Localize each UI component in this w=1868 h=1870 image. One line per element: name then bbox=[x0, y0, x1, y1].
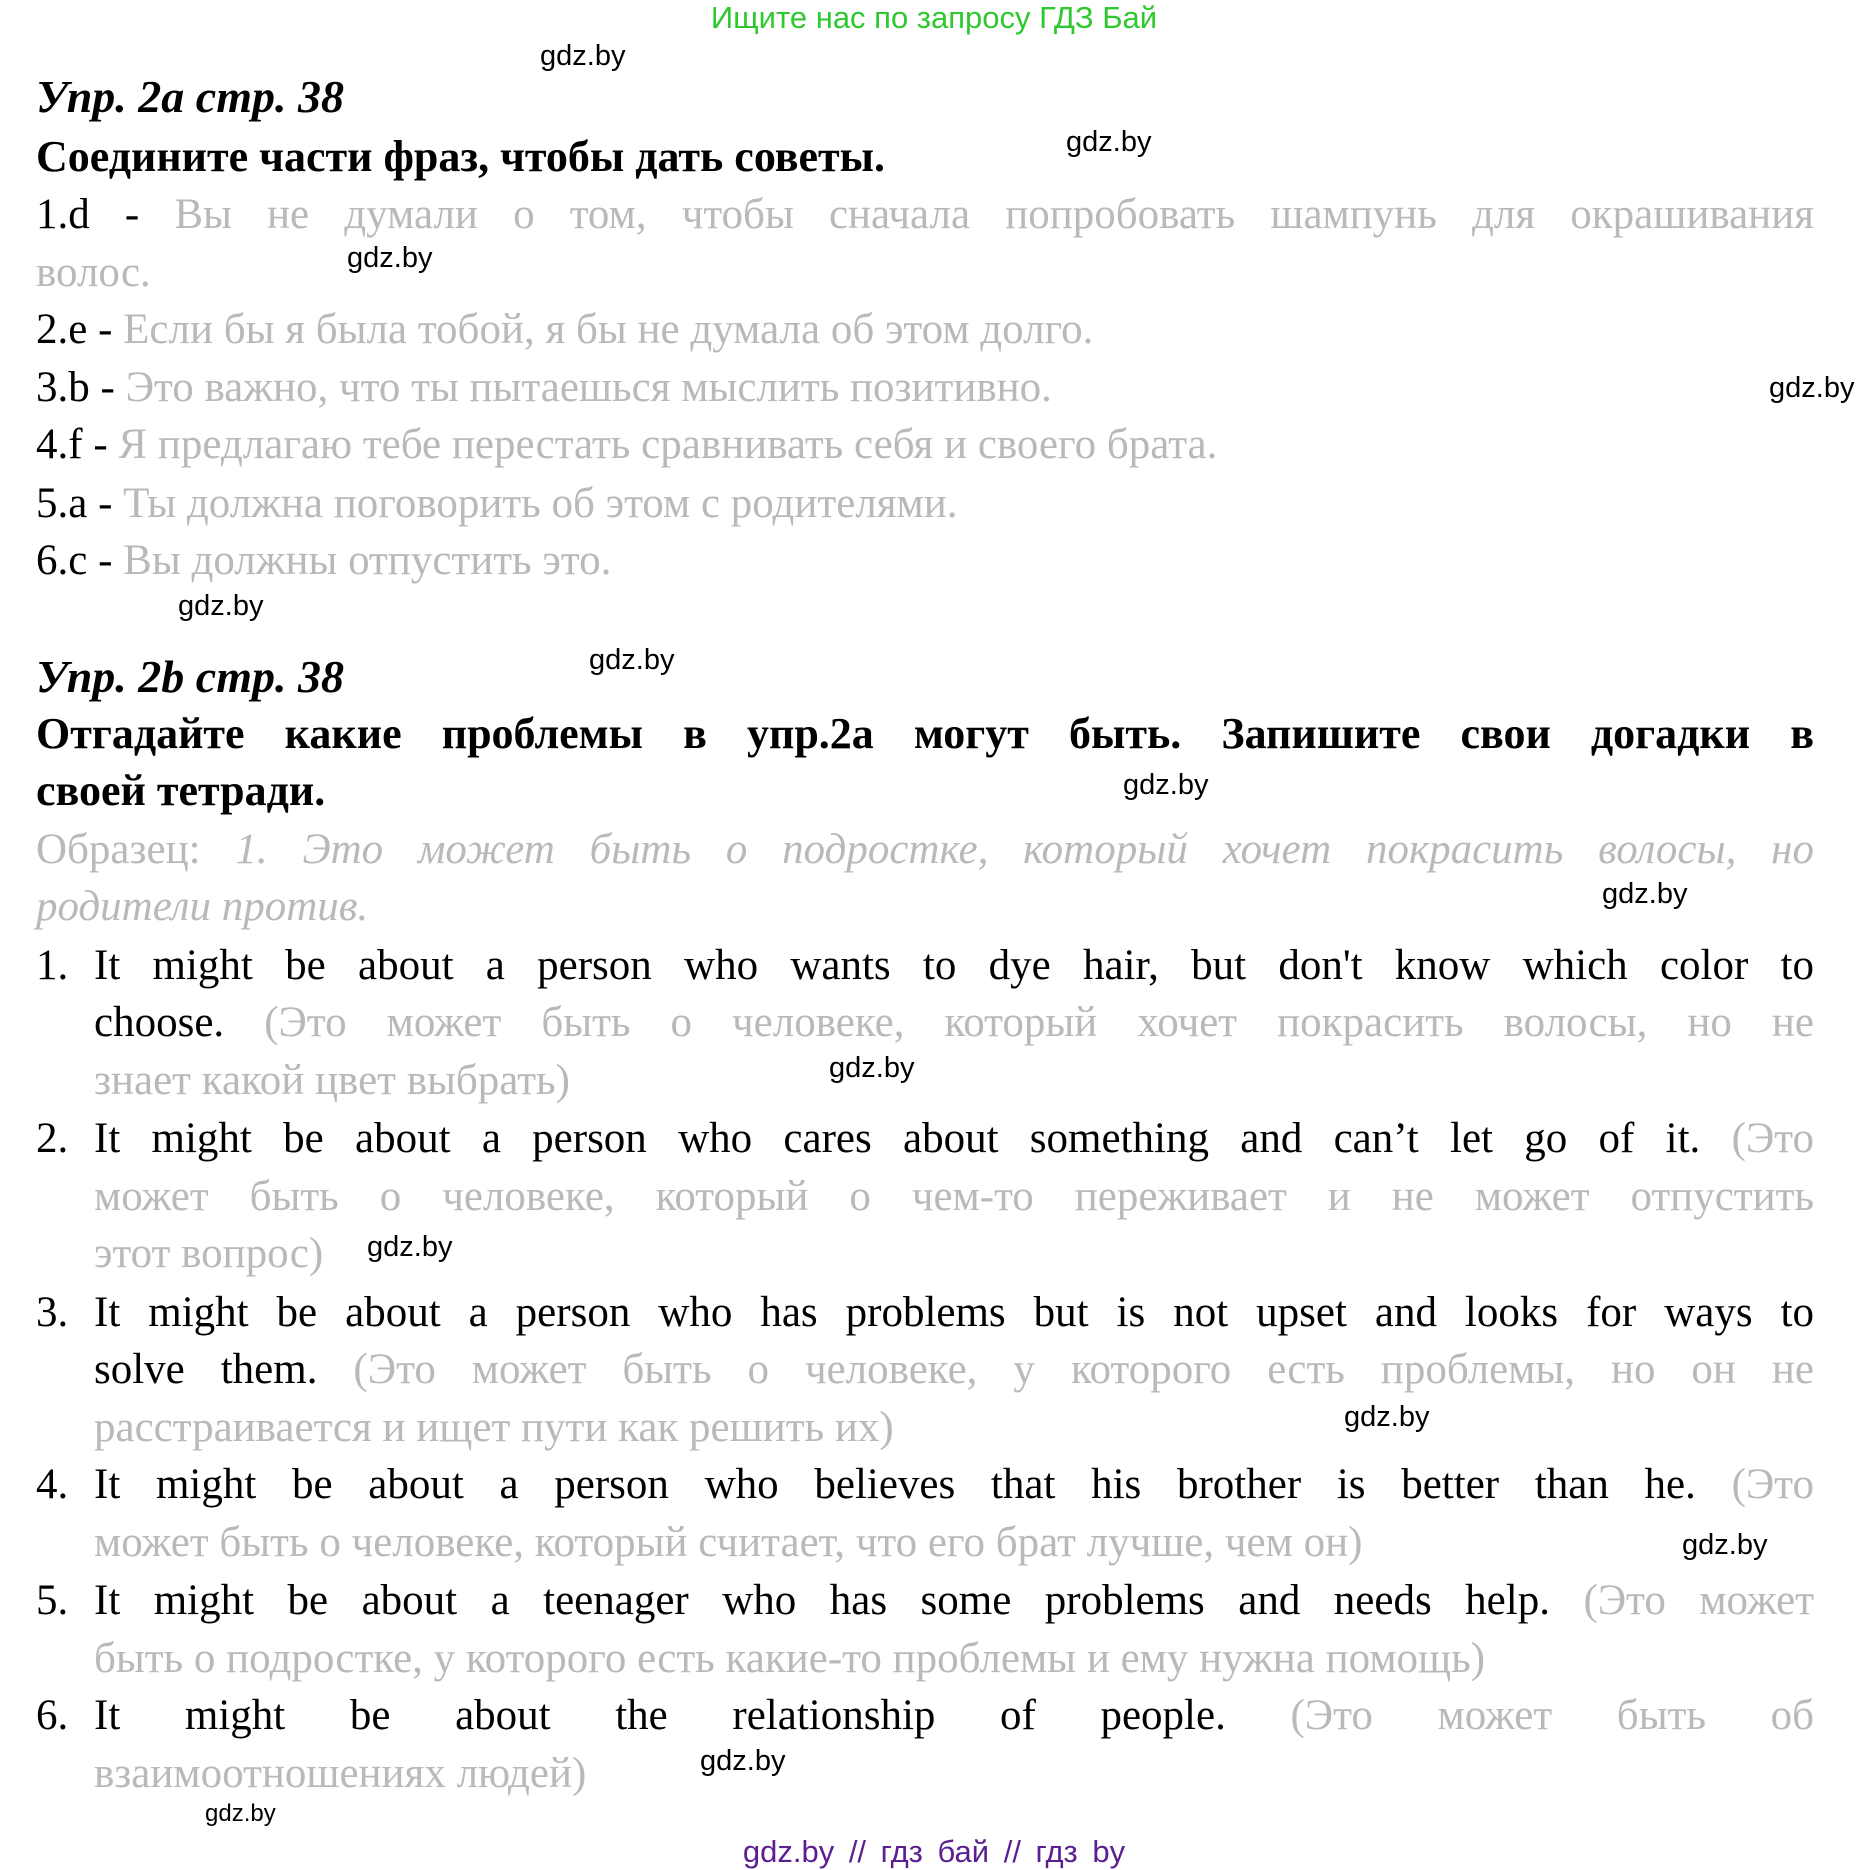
item-number: 6. bbox=[36, 1692, 69, 1739]
item-line bbox=[94, 1345, 1814, 1395]
answer-text: Если бы я была тобой, я бы не думала об этом долго. bbox=[123, 306, 1094, 353]
item-line bbox=[94, 1172, 1814, 1222]
russian-translation: знает какой цвет выбрать) bbox=[94, 1057, 570, 1104]
russian-translation: может быть о человеке, который считает, что его брат лучше, чем он) bbox=[94, 1519, 1363, 1566]
watermark: gdz.by bbox=[589, 644, 675, 676]
sample-line: родители против. bbox=[36, 883, 369, 930]
item-line bbox=[94, 998, 1814, 1048]
item-line bbox=[94, 1749, 586, 1799]
item-number: 3. bbox=[36, 1289, 69, 1336]
exercise-2b-instruction-line: своей тетради. bbox=[36, 766, 326, 815]
exercise-2a-instruction: Соедините части фраз, чтобы дать советы. bbox=[36, 132, 885, 181]
watermark: gdz.by bbox=[1344, 1401, 1430, 1433]
answer-key: 6.c - bbox=[36, 537, 124, 584]
english-answer: It might be about a person who wants to dye hair, but don't know which color to bbox=[94, 942, 1814, 989]
exercise-2b-instruction-line: Отгадайте какие проблемы в упр.2а могут быть. Запишите свои догадки в bbox=[36, 709, 1814, 758]
watermark: gdz.by bbox=[1123, 769, 1209, 801]
english-answer: It might be about a person who believes that his brother is better than he. bbox=[94, 1461, 1732, 1508]
russian-translation: (Это может быть об bbox=[1290, 1692, 1814, 1739]
watermark: gdz.by bbox=[367, 1231, 453, 1263]
english-answer: It might be about a teenager who has some problems and needs help. bbox=[94, 1577, 1584, 1624]
watermark: gdz.by bbox=[205, 1800, 276, 1827]
watermark: gdz.by bbox=[178, 590, 264, 622]
item-number: 4. bbox=[36, 1461, 69, 1508]
answer-text: Ты должна поговорить об этом с родителями. bbox=[123, 480, 958, 527]
answer-key: 1.d - bbox=[36, 191, 175, 238]
item-line bbox=[94, 1576, 1814, 1626]
answer-line bbox=[36, 363, 1814, 413]
item-line bbox=[94, 1691, 1814, 1741]
answer-text: Это важно, что ты пытаешься мыслить позитивно. bbox=[125, 364, 1052, 411]
item-line bbox=[94, 941, 1814, 991]
exercise-2a-heading: Упр. 2а стр. 38 bbox=[36, 71, 345, 122]
english-answer: solve them. bbox=[94, 1346, 354, 1393]
watermark: gdz.by bbox=[1682, 1529, 1768, 1561]
search-banner: Ищите нас по запросу ГДЗ Бай bbox=[710, 0, 1158, 35]
russian-translation: (Это может bbox=[1583, 1577, 1814, 1624]
russian-translation: (Это bbox=[1731, 1115, 1814, 1162]
answer-text: Я предлагаю тебе перестать сравнивать себя и своего брата. bbox=[118, 421, 1218, 468]
item-line bbox=[94, 1114, 1814, 1164]
answer-line bbox=[36, 420, 1814, 470]
watermark: gdz.by bbox=[540, 40, 626, 72]
item-number: 5. bbox=[36, 1577, 69, 1624]
exercise-2b-heading: Упр. 2b стр. 38 bbox=[36, 651, 345, 702]
answer-key: 3.b - bbox=[36, 364, 126, 411]
answer-text: Вы не думали о том, чтобы сначала попробовать шампунь для окрашивания bbox=[174, 191, 1814, 238]
item-line bbox=[94, 1634, 1485, 1684]
answer-line bbox=[36, 190, 1814, 240]
sample-text: 1. Это может быть о подростке, который хочет покрасить волосы, но bbox=[235, 826, 1814, 873]
russian-translation: (Это может быть о человеке, который хочет покрасить волосы, но не bbox=[264, 999, 1814, 1046]
answer-line bbox=[36, 536, 1814, 586]
answer-key: 2.e - bbox=[36, 306, 124, 353]
english-answer: choose. bbox=[94, 999, 265, 1046]
watermark: gdz.by bbox=[700, 1745, 786, 1777]
item-line bbox=[94, 1056, 570, 1106]
footer-links: gdz.by // гдз бай // гдз by bbox=[742, 1834, 1126, 1869]
watermark: gdz.by bbox=[829, 1052, 915, 1084]
answer-continuation: волос. bbox=[36, 249, 151, 296]
item-line bbox=[94, 1518, 1362, 1568]
russian-translation: взаимоотношениях людей) bbox=[94, 1750, 587, 1797]
watermark: gdz.by bbox=[1602, 878, 1688, 910]
watermark: gdz.by bbox=[1769, 372, 1855, 404]
russian-translation: (Это bbox=[1731, 1461, 1814, 1508]
answer-key: 5.a - bbox=[36, 480, 124, 527]
item-number: 2. bbox=[36, 1115, 69, 1162]
item-line bbox=[94, 1403, 894, 1453]
english-answer: It might be about a person who cares about something and can’t let go of it. bbox=[94, 1115, 1732, 1162]
watermark: gdz.by bbox=[1066, 126, 1152, 158]
item-line bbox=[94, 1460, 1814, 1510]
sample-label: Образец: bbox=[36, 826, 236, 873]
russian-translation: расстраивается и ищет пути как решить их) bbox=[94, 1404, 894, 1451]
russian-translation: быть о подростке, у которого есть какие-то проблемы и ему нужна помощь) bbox=[94, 1635, 1486, 1682]
answer-text: Вы должны отпустить это. bbox=[123, 537, 612, 584]
russian-translation: (Это может быть о человеке, у которого есть проблемы, но он не bbox=[353, 1346, 1814, 1393]
answer-line bbox=[36, 305, 1814, 355]
answer-key: 4.f - bbox=[36, 421, 119, 468]
russian-translation: этот вопрос) bbox=[94, 1230, 324, 1277]
english-answer: It might be about a person who has problems but is not upset and looks for ways to bbox=[94, 1289, 1814, 1336]
item-number: 1. bbox=[36, 942, 69, 989]
russian-translation: может быть о человеке, который о чем-то переживает и не может отпустить bbox=[94, 1173, 1814, 1220]
item-line bbox=[94, 1288, 1814, 1338]
watermark: gdz.by bbox=[347, 242, 433, 274]
sample-line bbox=[36, 825, 1814, 875]
item-line bbox=[94, 1229, 323, 1279]
english-answer: It might be about the relationship of people. bbox=[94, 1692, 1291, 1739]
answer-line bbox=[36, 479, 1814, 529]
